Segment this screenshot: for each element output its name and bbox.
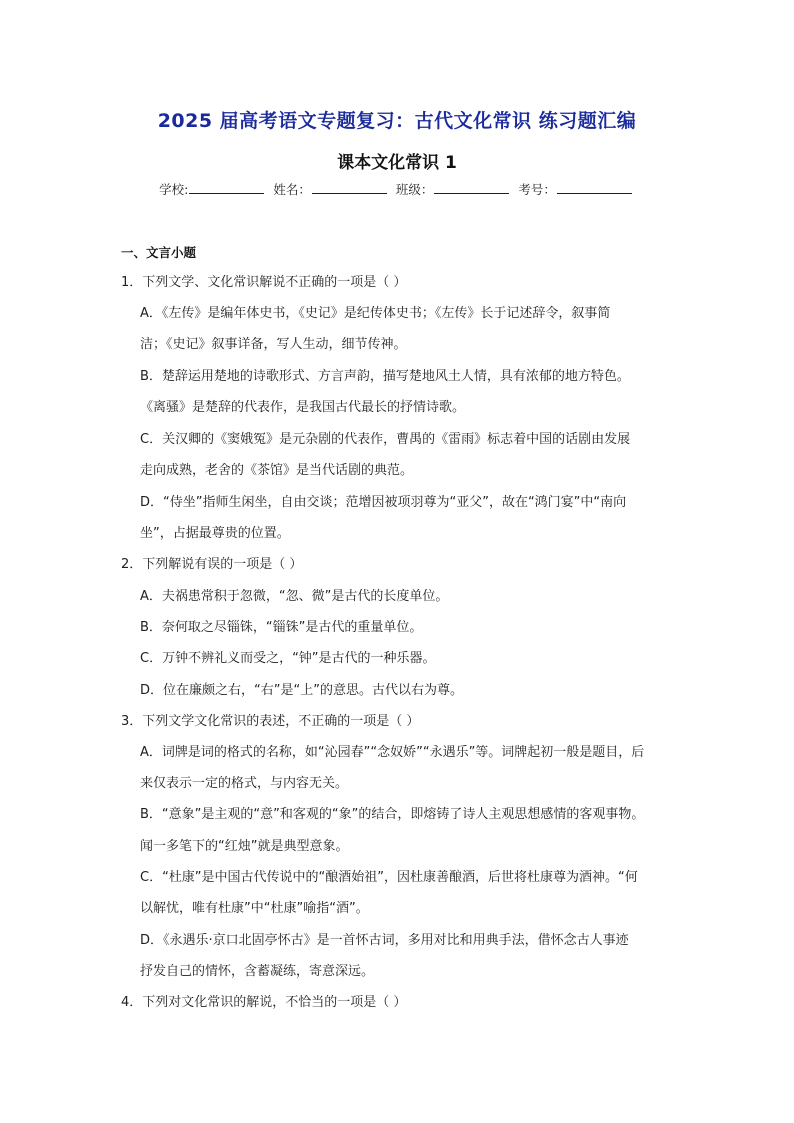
class-label: 班级： <box>395 182 434 197</box>
name-blank <box>312 181 387 194</box>
question-3-line: C．“杜康”是中国古代传说中的“酿酒始祖”，因杜康善酿酒，后世将杜康尊为酒神。“何 <box>140 870 638 885</box>
question-3-line: A．词牌是词的格式的名称，如“沁园春”“念奴娇”“永遇乐”等。词牌起初一般是题目，后 <box>140 745 645 760</box>
school-blank <box>189 181 264 194</box>
question-4-stem: 4．下列对文化常识的解说，不恰当的一项是（ ） <box>121 995 407 1010</box>
question-1-stem: 1．下列文学、文化常识解说不正确的一项是（ ） <box>121 275 407 290</box>
question-1-line: A．《左传》是编年体史书，《史记》是纪传体史书；《左传》长于记述辞令，叙事简 <box>140 306 611 321</box>
question-2-line: C．万钟不辨礼义而受之，“钟”是古代的一种乐器。 <box>140 651 436 666</box>
question-3-line: 以解忧，唯有杜康”中“杜康”喻指“酒”。 <box>140 901 369 916</box>
question-1-line: 洁；《史记》叙事详备，写人生动，细节传神。 <box>140 337 407 352</box>
question-3-line: D．《永遇乐·京口北固亭怀古》是一首怀古词，多用对比和用典手法，借怀念古人事迹 <box>140 933 629 948</box>
question-1-line: 坐”，占据最尊贵的位置。 <box>140 526 290 541</box>
school-label: 学校: <box>159 182 189 197</box>
main-title: 2025 届高考语文专题复习：古代文化常识 练习题汇编 <box>157 110 637 132</box>
question-1-line: D．“侍坐”指师生闲坐，自由交谈；范增因被项羽尊为“亚父”，故在“鸿门宴”中“南向 <box>140 495 627 510</box>
question-2-stem: 2．下列解说有误的一项是（ ） <box>121 557 303 572</box>
student-info-row <box>0 180 794 198</box>
sub-title: 课本文化常识 1 <box>337 153 457 173</box>
question-3-line: 来仅表示一定的格式，与内容无关。 <box>140 776 349 791</box>
question-2-line: D．位在廉颇之右，“右”是“上”的意思。古代以右为尊。 <box>140 683 463 698</box>
exam-number-label: 考号： <box>518 182 556 197</box>
question-1-line: 《离骚》是楚辞的代表作，是我国古代最长的抒情诗歌。 <box>140 400 466 415</box>
question-3-stem: 3．下列文学文化常识的表述，不正确的一项是（ ） <box>121 714 420 729</box>
question-1-line: C．关汉卿的《窦娥冤》是元杂剧的代表作，曹禺的《雷雨》标志着中国的话剧由发展 <box>140 432 631 447</box>
question-2-line: A．夫祸患常积于忽微，“忽、微”是古代的长度单位。 <box>140 589 449 604</box>
question-3-line: 闻一多笔下的“红烛”就是典型意象。 <box>140 839 349 854</box>
question-3-line: B．“意象”是主观的“意”和客观的“象”的结合，即熔铸了诗人主观思想感情的客观事物。 <box>140 807 645 822</box>
exam-number-blank <box>557 181 632 194</box>
question-3-line: 抒发自己的情怀，含蓄凝练，寄意深远。 <box>140 964 375 979</box>
question-2-line: B．奈何取之尽锱铢，“锱铢”是古代的重量单位。 <box>140 620 423 635</box>
class-blank <box>434 181 509 194</box>
name-label: 姓名： <box>273 182 311 197</box>
section-heading: 一、文言小题 <box>121 245 197 260</box>
question-1-line: 走向成熟，老舍的《茶馆》是当代话剧的典范。 <box>140 463 414 478</box>
question-1-line: B．楚辞运用楚地的诗歌形式、方言声韵，描写楚地风土人情，具有浓郁的地方特色。 <box>140 369 630 384</box>
